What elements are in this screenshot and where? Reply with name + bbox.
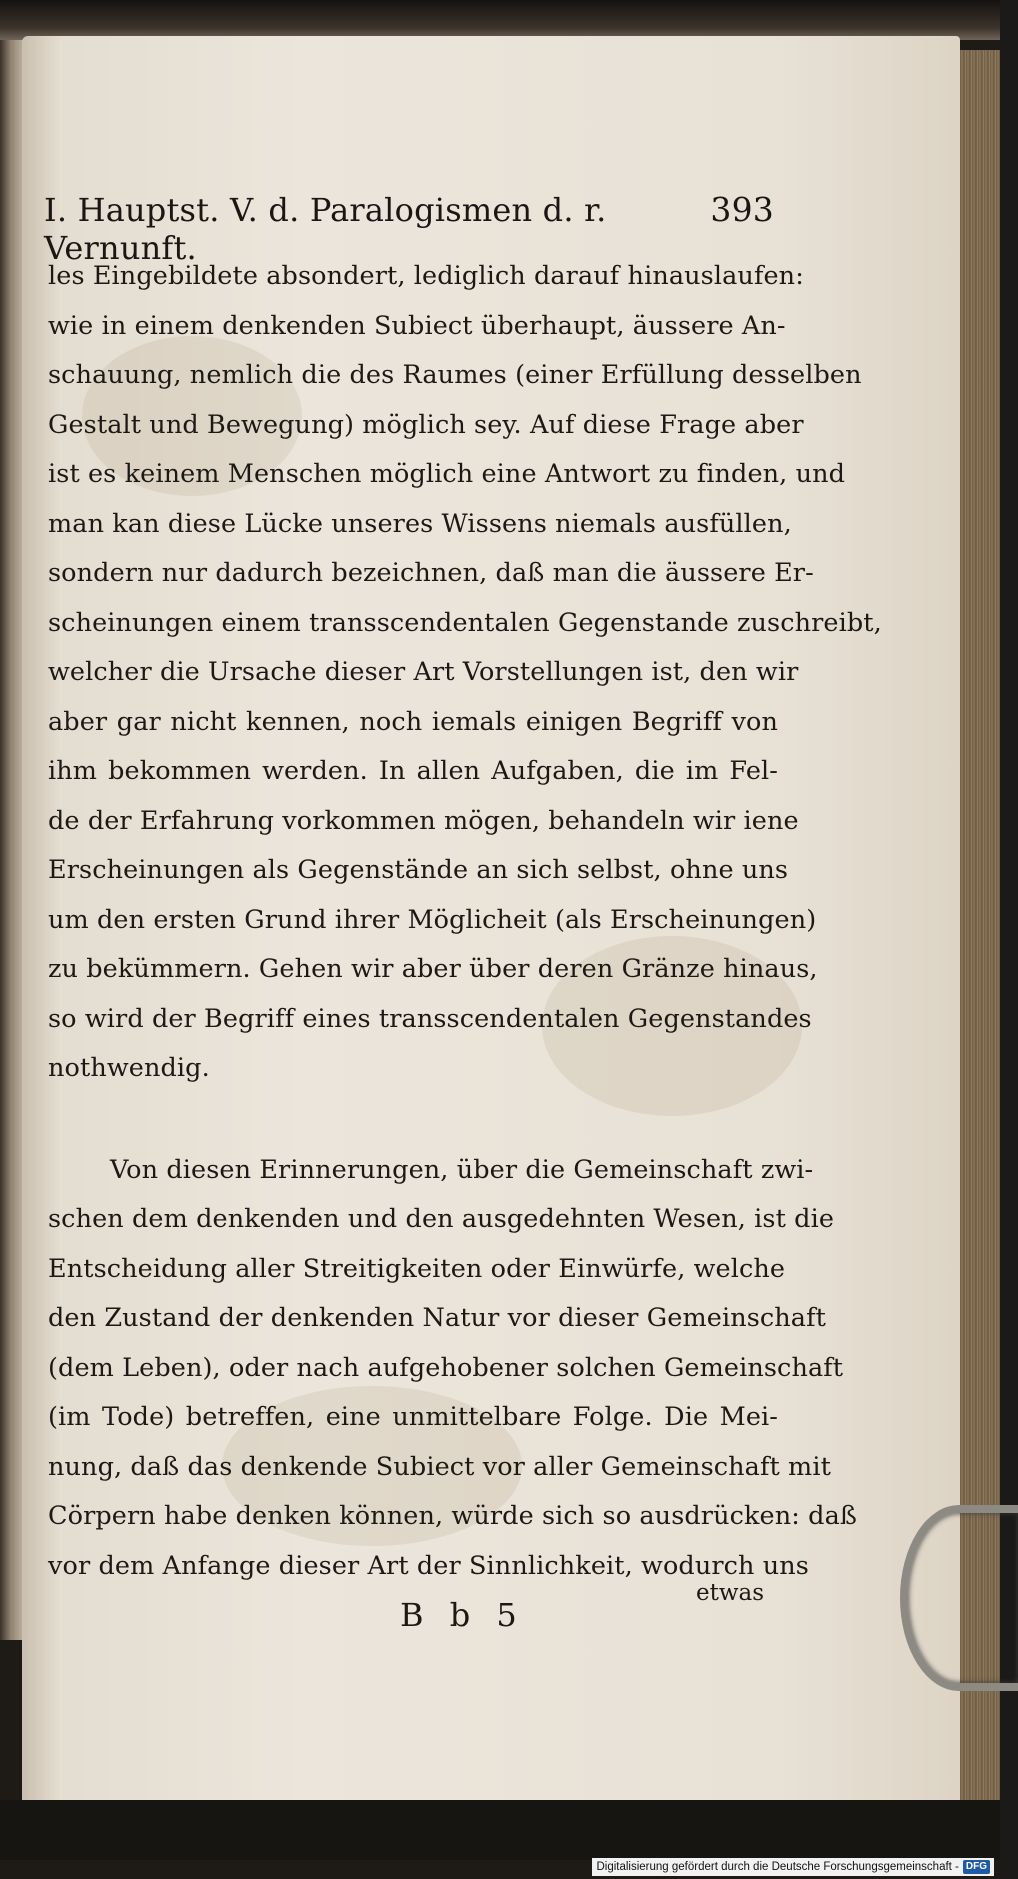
banner-text: Digitalisierung gefördert durch die Deutsche Forschungsgemeinschaft - xyxy=(596,1861,959,1873)
page-number: 393 xyxy=(710,190,774,229)
text-line: den Zustand der denkenden Natur vor dieser Gemeinschaft xyxy=(48,1303,826,1333)
text-line: zu bekümmern. Gehen wir aber über deren Gränze hinaus, xyxy=(48,954,818,984)
text-line: man kan diese Lücke unseres Wissens niemals ausfüllen, xyxy=(48,508,792,539)
digitization-banner xyxy=(592,1858,994,1876)
text-line: so wird der Begriff eines transscendentalen Gegenstandes xyxy=(48,1003,812,1034)
text-line: wie in einem denkenden Subiect überhaupt, äussere An- xyxy=(48,310,786,341)
running-head-title: I. Hauptst. V. d. Paralogismen d. r. Vernunft. xyxy=(44,191,607,267)
paragraph-2 xyxy=(48,1146,858,1592)
scan-top-border xyxy=(0,0,1000,40)
text-line: Cörpern habe denken können, würde sich so ausdrücken: daß xyxy=(48,1501,858,1531)
catchword: etwas xyxy=(696,1580,765,1606)
signature-mark: B b 5 xyxy=(400,1596,525,1634)
text-line: nothwendig. xyxy=(48,1053,210,1083)
text-line: schen dem denkenden und den ausgedehnten Wesen, ist die xyxy=(48,1204,835,1234)
text-line: schauung, nemlich die des Raumes (einer Erfüllung desselben xyxy=(48,360,862,390)
page-body xyxy=(48,252,882,1591)
text-line: welcher die Ursache dieser Art Vorstellungen ist, den wir xyxy=(48,657,799,687)
text-line: aber gar nicht kennen, noch iemals einigen Begriff von xyxy=(48,706,778,737)
text-line: um den ersten Grund ihrer Möglicheit (als Erscheinungen) xyxy=(48,904,817,935)
text-line: Gestalt und Bewegung) möglich sey. Auf diese Frage aber xyxy=(48,409,804,440)
text-line: Von diesen Erinnerungen, über die Gemeinschaft zwi- xyxy=(110,1154,814,1185)
text-line: vor dem Anfange dieser Art der Sinnlichkeit, wodurch uns xyxy=(48,1550,809,1581)
text-line: (dem Leben), oder nach aufgehobener solchen Gemeinschaft xyxy=(48,1352,844,1383)
dfg-logo: DFG xyxy=(963,1860,990,1874)
paragraph-1 xyxy=(48,252,882,1094)
text-line: ist es keinem Menschen möglich eine Antwort zu finden, und xyxy=(48,459,846,489)
text-line: les Eingebildete absondert, lediglich darauf hinauslaufen: xyxy=(48,261,804,291)
text-line: Entscheidung aller Streitigkeiten oder Einwürfe, welche xyxy=(48,1253,786,1284)
text-line: (im Tode) betreffen, eine unmittelbare Folge. Die Mei- xyxy=(48,1402,778,1432)
text-line: sondern nur dadurch bezeichnen, daß man die äussere Er- xyxy=(48,558,814,588)
text-line: scheinungen einem transscendentalen Gegenstande zuschreibt, xyxy=(48,607,882,638)
text-line: nung, daß das denkende Subiect vor aller Gemeinschaft mit xyxy=(48,1451,831,1482)
scan-bottom-border xyxy=(0,1800,1000,1860)
text-line: ihm bekommen werden. In allen Aufgaben, die im Fel- xyxy=(48,756,778,786)
text-line: Erscheinungen als Gegenstände an sich selbst, ohne uns xyxy=(48,855,789,885)
paragraph-gap xyxy=(48,1094,778,1146)
book-clamp xyxy=(900,1505,1018,1691)
text-line: de der Erfahrung vorkommen mögen, behandeln wir iene xyxy=(48,805,799,836)
